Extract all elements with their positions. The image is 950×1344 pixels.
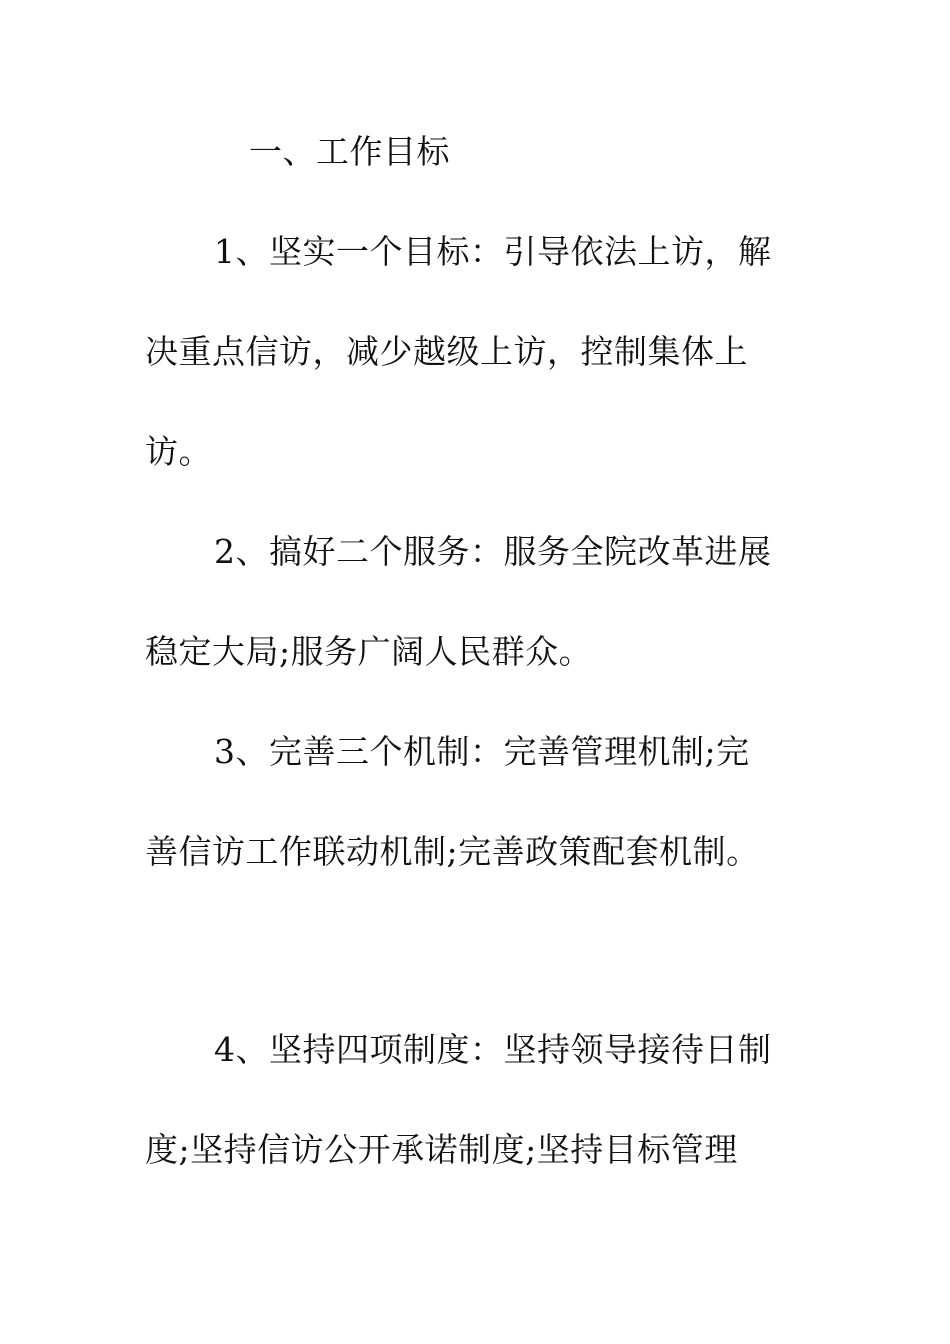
section-heading: 一、工作目标 (249, 132, 450, 171)
paragraph-line: 4、坚持四项制度：坚持领导接待日制 (214, 1030, 772, 1069)
paragraph-line: 稳定大局;服务广阔人民群众。 (145, 632, 593, 671)
paragraph-line: 访。 (145, 432, 212, 471)
paragraph-line: 3、完善三个机制：完善管理机制;完 (214, 732, 750, 771)
paragraph-line: 2、搞好二个服务：服务全院改革进展 (214, 532, 772, 571)
paragraph-line: 度;坚持信访公开承诺制度;坚持目标管理 (145, 1130, 738, 1169)
paragraph-line: 决重点信访，减少越级上访，控制集体上 (145, 332, 748, 371)
paragraph-line: 1、坚实一个目标：引导依法上访，解 (214, 232, 772, 271)
paragraph-line: 善信访工作联动机制;完善政策配套机制。 (145, 832, 760, 871)
